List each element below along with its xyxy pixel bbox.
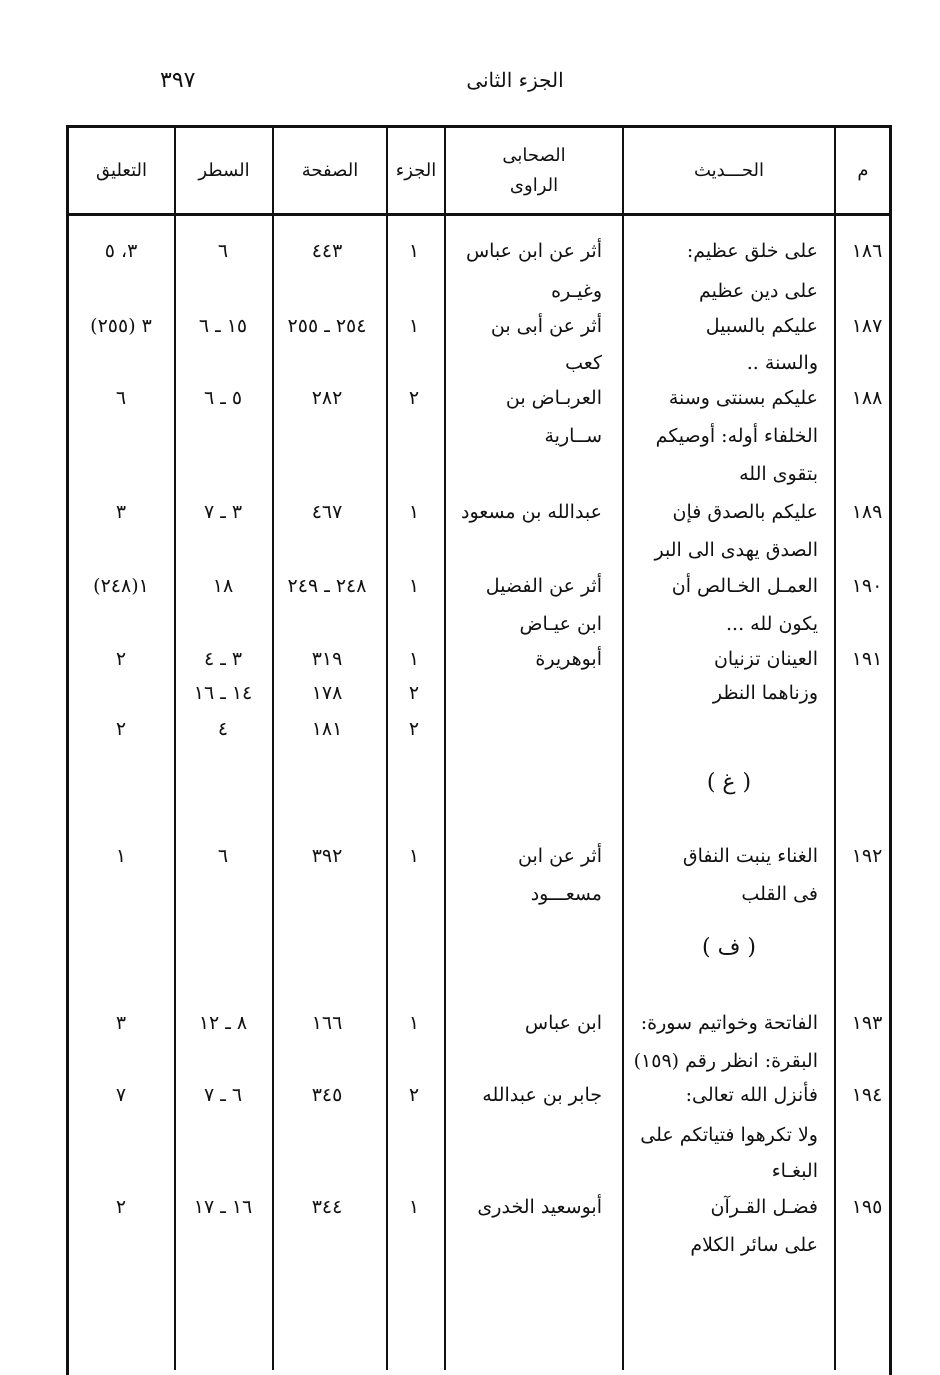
header-note: التعليق (96, 159, 148, 181)
header-page: الصفحة (301, 159, 359, 181)
cell-page: ٣٤٥ (311, 1084, 343, 1106)
cell-line (174, 273, 272, 309)
table-row (66, 838, 892, 874)
cell-page: ١٦٦ (311, 1012, 343, 1034)
cell-line: ٦ (217, 240, 229, 262)
cell-line: ٦ ـ ٧ (203, 1084, 243, 1106)
cell-note: ٢ (115, 1196, 127, 1218)
cell-rawi: كعب (565, 352, 602, 374)
cell-line (174, 606, 272, 642)
cell-hadith: يكون لله ... (725, 613, 818, 635)
cell-hadith: ولا تكرهوا فتياتكم على (640, 1124, 818, 1146)
cell-juz: ١ (408, 1196, 420, 1218)
cell-juz: ١ (408, 648, 420, 670)
cell-no (834, 345, 900, 381)
cell-hadith: بتقوى الله (739, 463, 818, 485)
cell-hadith: على دين عظيم (698, 280, 818, 302)
cell-no (834, 1117, 900, 1153)
cell-page (272, 876, 382, 912)
page-header (0, 60, 940, 100)
cell-page: ٢٤٨ ـ ٢٤٩ (287, 575, 367, 597)
cell-page: ١٧٨ (311, 682, 343, 704)
cell-line (174, 418, 272, 454)
cell-line: ٦ (217, 845, 229, 867)
cell-no: ١٩٣ (851, 1012, 883, 1034)
table-row (66, 418, 892, 454)
cell-note: ١ (115, 845, 127, 867)
cell-hadith: العينان تزنيان (713, 648, 818, 670)
cell-rawi (450, 1153, 602, 1189)
table-row (66, 606, 892, 642)
cell-page (272, 1117, 382, 1153)
cell-line: ٨ ـ ١٢ (198, 1012, 248, 1034)
cell-juz: ١ (408, 315, 420, 337)
cell-note (72, 1227, 170, 1263)
cell-note (72, 675, 170, 711)
cell-juz: ١ (408, 575, 420, 597)
cell-no: ١٩٥ (851, 1196, 883, 1218)
table-row (66, 308, 892, 344)
table-row (66, 273, 892, 309)
cell-line: ٣ ـ ٧ (203, 501, 243, 523)
cell-hadith: البغـاء (771, 1160, 818, 1182)
cell-juz: ٢ (408, 718, 420, 740)
cell-page (272, 345, 382, 381)
cell-rawi: أثر عن ابن (518, 845, 602, 867)
cell-hadith: البقرة: انظر رقم (١٥٩) (633, 1050, 818, 1072)
cell-page (272, 418, 382, 454)
cell-no (834, 1043, 900, 1079)
table-row (66, 1227, 892, 1263)
cell-juz (386, 1117, 442, 1153)
header-rawi (446, 128, 622, 213)
cell-rawi (450, 1227, 602, 1263)
cell-note (72, 456, 170, 492)
cell-rawi: ابن عباس (524, 1012, 602, 1034)
cell-page (272, 606, 382, 642)
cell-hadith: على خلق عظيم: (686, 240, 818, 262)
cell-hadith: الفاتحة وخواتيم سورة: (640, 1012, 818, 1034)
cell-page: ٤٤٣ (311, 240, 343, 262)
cell-hadith: فأنزل الله تعالى: (685, 1084, 818, 1106)
cell-no (834, 532, 900, 568)
cell-line (174, 345, 272, 381)
cell-no: ١٨٨ (851, 387, 883, 409)
cell-hadith: عليكم بالصدق فإن (672, 501, 818, 523)
cell-hadith: فى القلب (741, 883, 818, 905)
cell-note: ٦ (115, 387, 127, 409)
cell-no: ١٩٠ (851, 575, 883, 597)
table-row (66, 233, 892, 269)
cell-hadith: على سائر الكلام (690, 1234, 818, 1256)
cell-juz: ١ (408, 240, 420, 262)
cell-hadith: الصدق يهدى الى البر (654, 539, 818, 561)
table-row (66, 876, 892, 912)
cell-no (834, 1227, 900, 1263)
cell-juz (386, 532, 442, 568)
cell-rawi: أثر عن أبى بن (490, 315, 602, 337)
cell-page: ١٨١ (311, 718, 343, 740)
section-letter-ghain: ( غ ) (706, 770, 752, 795)
cell-note: ١(٢٤٨) (93, 575, 149, 597)
cell-line: ٥ ـ ٦ (203, 387, 243, 409)
table-row (66, 1005, 892, 1041)
cell-juz (386, 606, 442, 642)
cell-juz (386, 345, 442, 381)
cell-rawi: أثر عن ابن عباس (465, 240, 602, 262)
table-row (66, 1153, 892, 1189)
cell-no: ١٩٤ (851, 1084, 883, 1106)
cell-juz: ٢ (408, 1084, 420, 1106)
cell-juz: ١ (408, 845, 420, 867)
cell-juz (386, 1043, 442, 1079)
cell-line (174, 1227, 272, 1263)
header-rule (66, 213, 892, 216)
cell-no: ١٨٩ (851, 501, 883, 523)
section-letter-fa: ( ف ) (702, 935, 756, 960)
table-row (66, 1043, 892, 1079)
cell-note (72, 1153, 170, 1189)
cell-line: ١٥ ـ ٦ (198, 315, 248, 337)
cell-rawi (450, 532, 602, 568)
cell-no: ١٨٦ (851, 240, 883, 262)
cell-juz: ١ (408, 1012, 420, 1034)
cell-line: ١٨ (212, 575, 234, 597)
cell-rawi (450, 711, 602, 747)
cell-hadith: فضـل القـرآن (710, 1196, 818, 1218)
cell-line (174, 532, 272, 568)
cell-rawi: مسعـــود (530, 883, 602, 905)
cell-no (834, 606, 900, 642)
cell-hadith: وزناهما النظر (712, 682, 818, 704)
cell-juz (386, 456, 442, 492)
cell-rawi (450, 1043, 602, 1079)
cell-note (72, 532, 170, 568)
header-juz: الجزء (395, 159, 437, 181)
cell-note: ٣ (115, 1012, 127, 1034)
cell-page (272, 1043, 382, 1079)
header-rawi-line2: الراوى (509, 174, 559, 196)
cell-no (834, 711, 900, 747)
cell-line (174, 1043, 272, 1079)
cell-hadith: عليكم بسنتى وسنة (668, 387, 818, 409)
cell-line (174, 876, 272, 912)
cell-line: ٤ (217, 718, 229, 740)
header-hadith: الحـــديث (693, 159, 765, 181)
cell-note (72, 418, 170, 454)
cell-page (272, 456, 382, 492)
table-row (66, 1077, 892, 1113)
cell-no (834, 456, 900, 492)
cell-rawi (450, 675, 602, 711)
cell-note (72, 876, 170, 912)
cell-no (834, 418, 900, 454)
cell-rawi: العربـاض بن (505, 387, 602, 409)
table-row (66, 711, 892, 747)
cell-line (174, 456, 272, 492)
cell-page (272, 532, 382, 568)
header-rawi-line1: الصحابى (502, 144, 566, 166)
cell-rawi: وغيـره (551, 280, 602, 302)
header-no: م (857, 159, 869, 181)
cell-hadith: عليكم بالسبيل (705, 315, 818, 337)
cell-rawi (450, 456, 602, 492)
cell-page: ٢٨٢ (311, 387, 343, 409)
cell-page: ٢٥٤ ـ ٢٥٥ (287, 315, 367, 337)
cell-note (72, 1043, 170, 1079)
cell-note: ٣ (٢٥٥) (90, 315, 152, 337)
cell-no: ١٨٧ (851, 315, 883, 337)
table-row (66, 456, 892, 492)
cell-juz (386, 418, 442, 454)
cell-rawi (450, 1117, 602, 1153)
cell-no (834, 1153, 900, 1189)
cell-page (272, 1153, 382, 1189)
cell-hadith: الغناء ينبت النفاق (682, 845, 818, 867)
page-title: الجزء الثانى (466, 68, 564, 92)
cell-page: ٣١٩ (311, 648, 343, 670)
cell-no (834, 876, 900, 912)
cell-page: ٣٤٤ (311, 1196, 343, 1218)
cell-rawi: عبدالله بن مسعود (461, 501, 602, 523)
cell-hadith: العمـل الخـالص أن (671, 575, 818, 597)
cell-line (174, 1117, 272, 1153)
table-row (66, 675, 892, 711)
cell-line: ٣ ـ ٤ (203, 648, 243, 670)
cell-note: ٧ (115, 1084, 127, 1106)
table-row (66, 1189, 892, 1225)
cell-juz (386, 876, 442, 912)
cell-no (834, 273, 900, 309)
cell-page: ٣٩٢ (311, 845, 343, 867)
cell-rawi: أبوهريرة (535, 648, 602, 670)
cell-rawi: أثر عن الفضيل (485, 575, 602, 597)
cell-page: ٤٦٧ (311, 501, 343, 523)
cell-line: ١٤ ـ ١٦ (193, 682, 253, 704)
cell-juz (386, 1153, 442, 1189)
cell-juz (386, 273, 442, 309)
cell-note: ٢ (115, 648, 127, 670)
cell-page (272, 1227, 382, 1263)
table-row (66, 641, 892, 677)
cell-page (272, 273, 382, 309)
cell-no: ١٩١ (851, 648, 883, 670)
cell-rawi: أبوسعيد الخدرى (477, 1196, 602, 1218)
cell-rawi: ســارية (544, 425, 602, 447)
cell-juz: ٢ (408, 387, 420, 409)
cell-note: ٣ (115, 501, 127, 523)
cell-no: ١٩٢ (851, 845, 883, 867)
header-line: السطر (198, 159, 250, 181)
table-row (66, 568, 892, 604)
page-number: ٣٩٧ (160, 68, 196, 93)
cell-note: ٢ (115, 718, 127, 740)
table-row (66, 380, 892, 416)
cell-line (174, 1153, 272, 1189)
cell-note: ٣، ٥ (104, 240, 138, 262)
cell-rawi: ابن عيـاض (519, 613, 602, 635)
cell-juz: ١ (408, 501, 420, 523)
cell-note (72, 273, 170, 309)
cell-hadith: والسنة .. (746, 352, 818, 374)
cell-line: ١٦ ـ ١٧ (193, 1196, 253, 1218)
cell-no (834, 675, 900, 711)
cell-note (72, 606, 170, 642)
cell-note (72, 345, 170, 381)
table-row (66, 345, 892, 381)
table-row (66, 1117, 892, 1153)
cell-note (72, 1117, 170, 1153)
table-row (66, 532, 892, 568)
cell-hadith: الخلفاء أوله: أوصيكم (655, 425, 818, 447)
table-row (66, 494, 892, 530)
cell-hadith (624, 711, 818, 747)
cell-juz: ٢ (408, 682, 420, 704)
cell-rawi: جابر بن عبدالله (482, 1084, 602, 1106)
cell-juz (386, 1227, 442, 1263)
